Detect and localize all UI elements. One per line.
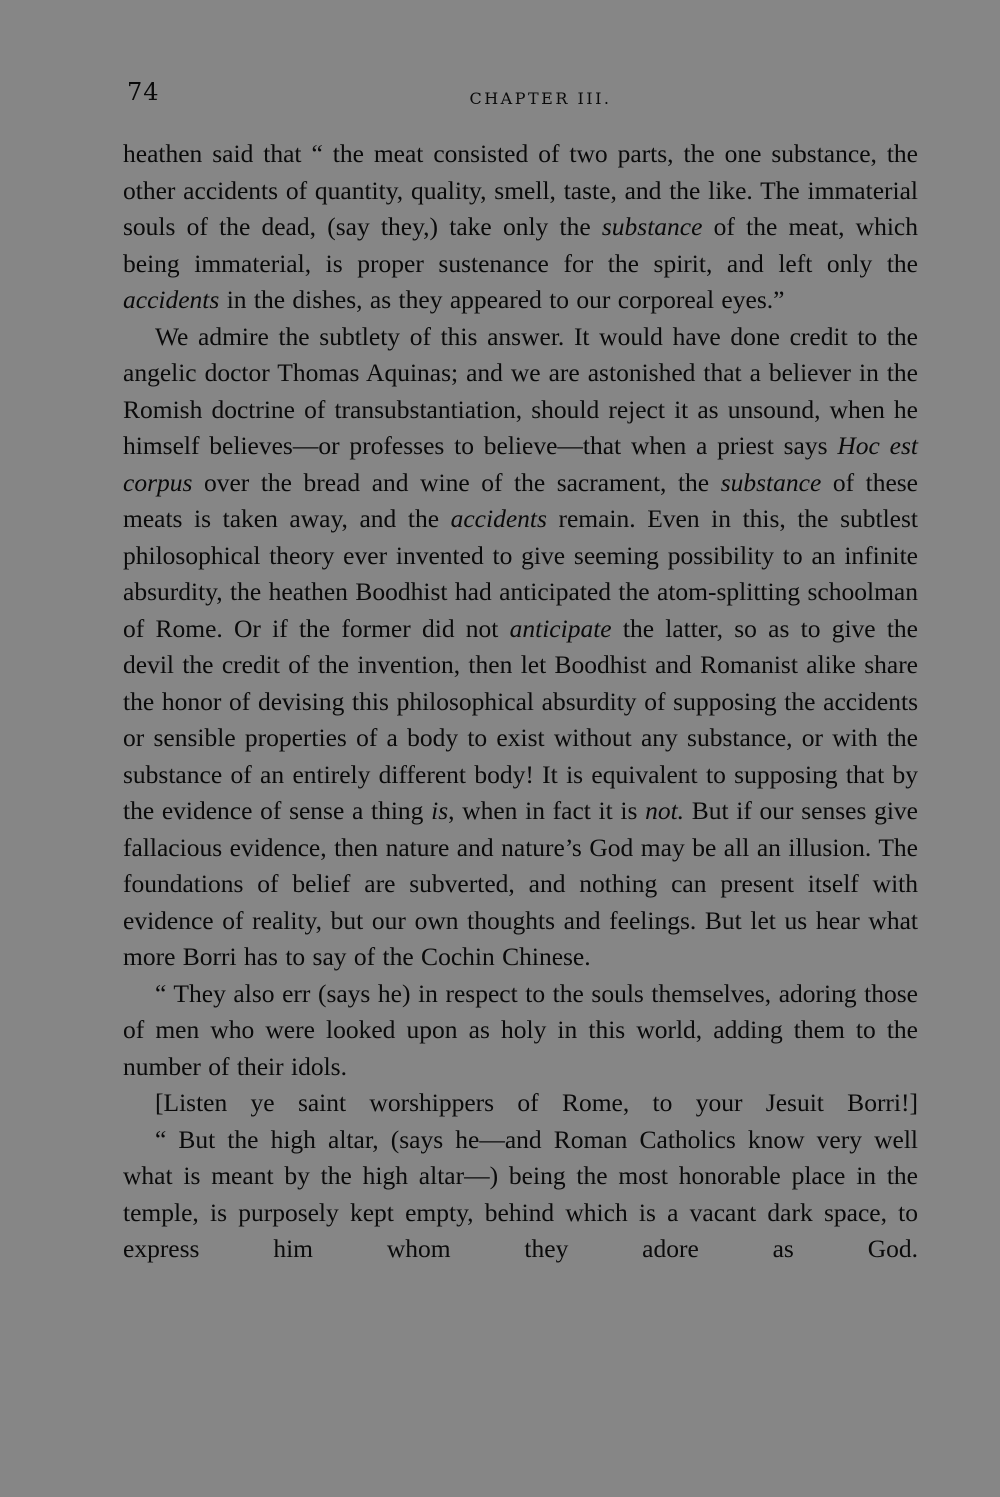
paragraph	[123, 319, 918, 976]
paragraph	[123, 976, 918, 1086]
text-run: in the dishes, as they appeared to our corporeal eyes.”	[219, 285, 785, 314]
italic-phrase: not.	[645, 796, 685, 825]
italic-phrase: is	[431, 796, 449, 825]
text-run: heathen said that “ the meat consisted of two parts, the one substance, the other accidents of quantity, quality, smell, taste, and the like. The immaterial souls of the dead, (say they,) take only the	[123, 139, 918, 241]
paragraph	[123, 1122, 918, 1268]
italic-phrase: substance	[720, 467, 822, 497]
running-head: CHAPTER III.	[469, 89, 612, 108]
italic-phrase: anticipate	[509, 613, 612, 643]
italic-phrase: Hoc est corpus	[123, 431, 919, 497]
page-header	[123, 78, 918, 114]
text-run: [Listen ye saint worshippers of Rome, to your Jesuit Borri!]	[155, 1088, 918, 1117]
italic-phrase: substance	[601, 212, 703, 241]
text-run: “ But the high altar, (says he—and Roman Catholics know very well what is meant by the high altar—) being the most honorable place in the temple, is purposely kept empty, behind which is a vacant dark space, to express him whom they adore as God.	[123, 1124, 918, 1263]
text-run: , when in fact it is	[448, 796, 646, 825]
page-number: 74	[127, 78, 160, 106]
text-run: But if our senses give fallacious evidence, then nature and nature’s God may be all an illusion. The foundations of belief are subverted, and nothing can present itself with evidence of reality, but our own thoughts and feelings. But let us hear what more Borri has to say of the Cochin Chinese.	[123, 796, 918, 971]
text-run: over the bread and wine of the sacrament, the	[192, 467, 721, 497]
paragraph	[123, 1085, 918, 1122]
text-run: of the meat, which being immaterial, is proper sustenance for the spirit, and left only the	[123, 212, 918, 278]
text-run: of these meats is taken away, and the	[123, 467, 919, 533]
italic-phrase: accidents	[450, 504, 547, 533]
text-run: We admire the subtlety of this answer. It would have done credit to the angelic doctor Thomas Aquinas; and we are astonished that a believer in the Romish doctrine of transubstantiation, should reject it as unsound, when he himself believes—or professes to believe—that when a priest says	[123, 321, 918, 460]
text-run: “ They also err (says he) in respect to the souls themselves, adoring those of men who were looked upon as holy in this world, adding them to the number of their idols.	[123, 978, 918, 1081]
body-text	[123, 136, 918, 1268]
text-run: remain. Even in this, the subtlest philosophical theory ever invented to give seeming possibility to an infinite absurdity, the heathen Boodhist had anticipated the atom-splitting schoolman of Rome. Or if the former did not	[123, 504, 918, 643]
text-run: the latter, so as to give the devil the credit of the invention, then let Boodhist and Romanist alike share the honor of devising this philosophical absurdity of supposing the accidents or sensible properties of a body to exist without any substance, or with the substance of an entirely different body! It is equivalent to supposing that by the evidence of sense a thing	[123, 613, 918, 825]
italic-phrase: accidents	[123, 285, 220, 314]
paragraph	[123, 136, 918, 319]
